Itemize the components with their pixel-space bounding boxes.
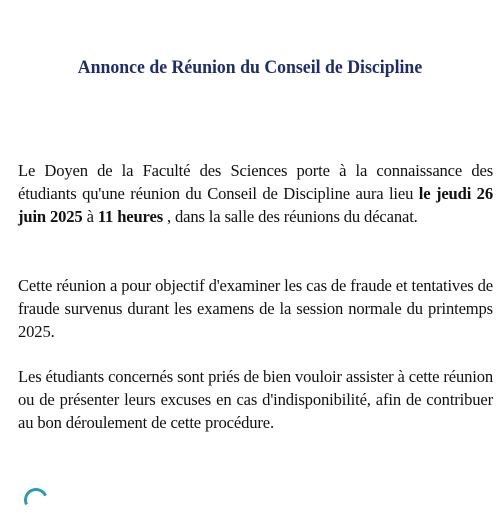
announcement-title: Annonce de Réunion du Conseil de Discipline bbox=[77, 58, 423, 78]
meeting-time: 11 heures bbox=[97, 207, 163, 226]
paragraph-1-connector: à bbox=[82, 207, 98, 226]
announcement-paragraph-1 bbox=[18, 159, 493, 228]
paragraph-1-intro: Le Doyen de la Faculté des Sciences porte à la connaissance des étudiants qu'une réunion du Conseil de Discipline aura lieu bbox=[18, 161, 493, 203]
announcement-paragraph-2: Cette réunion a pour objectif d'examiner les cas de fraude et tentatives de fraude survenus durant les examens de la session normale du printemps 2025. bbox=[18, 276, 493, 341]
meeting-date: le jeudi 26 juin 2025 bbox=[18, 184, 493, 226]
paragraph-1-location: , dans la salle des réunions du décanat. bbox=[163, 207, 418, 226]
announcement-paragraph-3: Les étudiants concernés sont priés de bien vouloir assister à cette réunion ou de présenter leurs excuses en cas d'indisponibilité, afin de contribuer au bon déroulement de cette procédure. bbox=[18, 367, 493, 432]
